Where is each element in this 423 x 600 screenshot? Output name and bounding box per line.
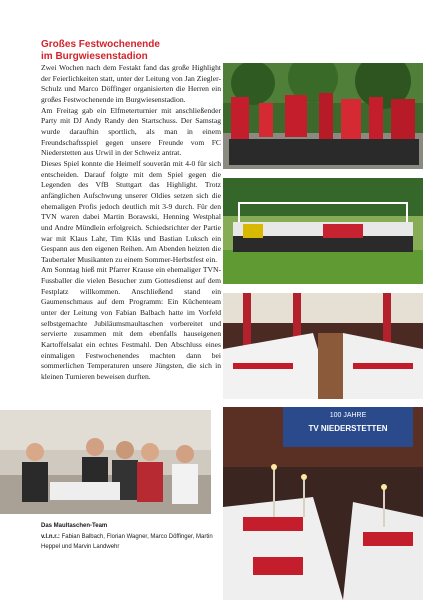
paragraph-saturday: Dieses Spiel konnte die Heimelf souverän mit 4-0 für sich entscheiden. Darauf folgte mit dem Spiel gegen die Legenden des VfB Stuttgart das Highlight. Trotz anfänglichen Aufschwung unserer Oldies setzen sich die ehemaligen Profis jedoch deutlich mit 3-9 durch. Für den TVN waren dabei Martin Borawski, Henning Westphal und Andre Mündlein erfolgreich. Schiedsrichter der Partie war mit Klaus Lahr, Tim Kläs und Bastian Luksch ein Gespann aus den eigenen Reihen. Am Abenden heizten die Taubertaler Musikanten zu einem Sommer-Herbstfest ein. [41, 158, 221, 264]
paragraph-friday: Am Freitag gab ein Elfmeterturnier mit anschließender Party mit DJ Andy Randy den Startschuss. Der Samstag wurde daraufhin sportlich, als man in einem Freundschaftsspiel gegen unsere Freunde vom FC Niederstetten aus Urwil in der Schweiz antrat. [41, 105, 221, 158]
article-body [41, 63, 221, 383]
caption-names-list: Fabian Balbach, Florian Wagner, Marco Döffinger, Martin Heppel und Marvin Landwehr [41, 534, 213, 550]
photo-festival-tent [223, 293, 423, 399]
photo-banquet-image [223, 407, 423, 600]
photo-team-image [223, 178, 423, 284]
banner-line-1: 100 JAHRE [329, 412, 367, 419]
banner-line-2: TV NIEDERSTETTEN [308, 424, 388, 433]
photo-festival-tent-image [223, 293, 423, 399]
title-line-1: Großes Festwochenende [41, 39, 160, 50]
photo-band-image [223, 63, 423, 169]
title-line-2: im Burgwiesenstadion [41, 51, 148, 62]
paragraph-intro: Zwei Wochen nach dem Festakt fand das große Highlight der Feierlichkeiten statt, unter der Leitung von Jan Ziegler-Schulz und Marco Döffinger organisierten die Herren ein großes Festwochenende im Burgwiesenstadion. [41, 63, 221, 104]
photo-kitchen-team-image [0, 410, 211, 514]
caption-names [41, 533, 221, 552]
caption-prefix: v.l.n.r.: [41, 534, 60, 540]
paragraph-sunday: Am Sonntag hieß mit Pfarrer Krause ein ehemaliger TVN-Fussballer die vielen Besucher zum Gottesdienst auf dem Festplatz willkommen. Anschließend stand ein Gaumenschmaus auf dem Programm: Ein Küchenteam unter der Leitung von Fabian Balbach hatte im Vorfeld selbstgemachte Jubiläumsmaultaschen vorbereitet und servierte zusammen mit dem ebenfalls hauseigenen Kartoffelsalat ein echtes Festmahl. Den Abschluss eines einmaligen Festwochenendes machten dann bei sommerlichen Temperaturen unsere Jüngsten, die sich in kleinen Turnieren beweisen durften. [41, 265, 221, 382]
photo-banquet [223, 407, 423, 600]
photo-band [223, 63, 423, 169]
caption-title: Das Maultaschen-Team [41, 523, 108, 529]
photo-kitchen-team [0, 410, 211, 514]
article-title [41, 39, 221, 63]
photo-team [223, 178, 423, 284]
